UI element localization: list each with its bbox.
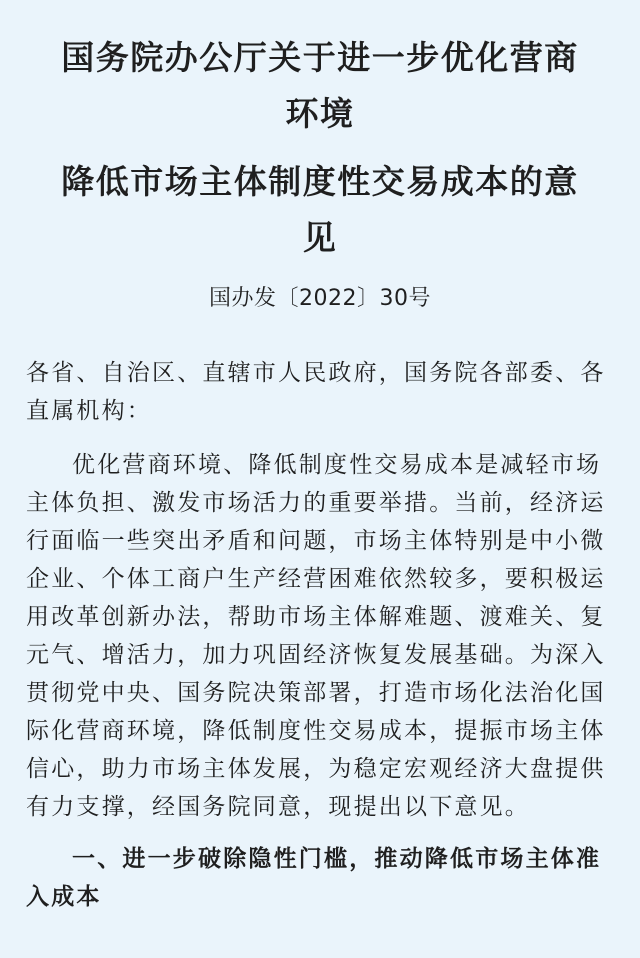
title-line-4: 见 (302, 218, 338, 257)
body-paragraph: 优化营商环境、降低制度性交易成本是减轻市场主体负担、激发市场活力的重要举措。当前，经济运行面临一些突出矛盾和问题，市场主体特别是中小微企业、个体工商户生产经营困难依然较多，要积极运用改革创新办法，帮助市场主体解难题、渡难关、复元气、增活力，加力巩固经济恢复发展基础。为深入贯彻党中央、国务院决策部署，打造市场化法治化国际化营商环境，降低制度性交易成本，提振市场主体信心，助力市场主体发展，为稳定宏观经济大盘提供有力支撑，经国务院同意，现提出以下意见。 (26, 452, 606, 820)
title-line-2: 环境 (285, 94, 355, 133)
addressee-line: 各省、自治区、直辖市人民政府，国务院各部委、各直属机构： (26, 360, 606, 424)
section-heading: 一、进一步破除隐性门槛，推动降低市场主体准入成本 (26, 846, 602, 910)
title-line-1: 国务院办公厅关于进一步优化营商 (61, 38, 579, 77)
title-line-3: 降低市场主体制度性交易成本的意 (61, 162, 579, 201)
title-spacer (26, 142, 614, 154)
document-title (26, 0, 614, 266)
document-number: 国办发〔2022〕30号 (209, 286, 431, 311)
